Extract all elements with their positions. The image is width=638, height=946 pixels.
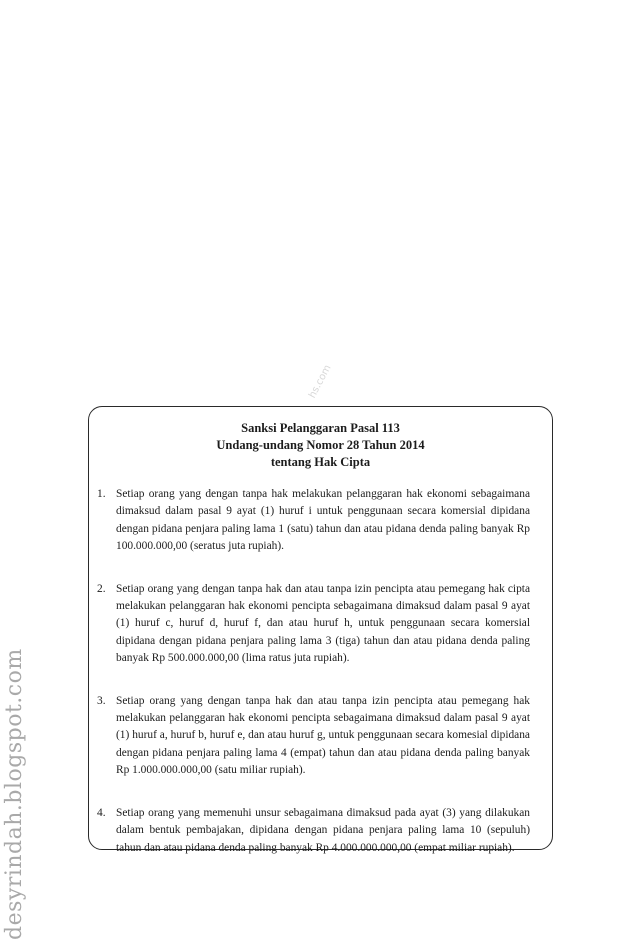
item-text: Setiap orang yang dengan tanpa hak melakukan pelanggaran hak ekonomi sebagaimana dimaksud dalam pasal 9 ayat (1) huruf i untuk penggunaan secara komersial dipidana dengan pidana penjara paling lama 1 (satu) tahun dan atau pidana denda paling banyak Rp 100.000.000,00 (seratus juta rupiah).	[116, 488, 530, 553]
list-item	[97, 581, 530, 668]
sanctions-heading	[88, 420, 553, 471]
list-item	[97, 486, 530, 556]
item-number: 3.	[97, 694, 106, 707]
side-watermark: desyrindah.blogspot.com	[2, 648, 27, 940]
item-number: 4.	[97, 806, 106, 819]
list-item	[97, 805, 530, 857]
heading-line-2: Undang-undang Nomor 28 Tahun 2014	[216, 438, 425, 452]
item-text: Setiap orang yang memenuhi unsur sebagaimana dimaksud pada ayat (3) yang dilakukan dalam bentuk pembajakan, dipidana dengan pidana penjara paling lama 10 (sepuluh) tahun dan atau pidana denda paling banyak Rp 4.000.000.000,00 (empat miliar rupiah).	[116, 806, 530, 854]
center-watermark: hs.com	[307, 363, 334, 401]
item-number: 2.	[97, 582, 106, 595]
item-number: 1.	[97, 488, 106, 500]
sanctions-list	[97, 486, 530, 882]
list-item	[97, 693, 530, 780]
heading-line-3: tentang Hak Cipta	[270, 455, 371, 469]
item-text: Setiap orang yang dengan tanpa hak dan atau tanpa izin pencipta atau pemegang hak cipta melakukan pelanggaran hak ekonomi pencipta sebagaimana dimaksud dalam pasal 9 ayat (1) huruf c, huruf d, huruf f, dan atau huruf h, untuk penggunaan secara komersial dipidana dengan pidana penjara paling lama 3 (tiga) tahun dan atau pidana denda paling banyak Rp 500.000.000,00 (lima ratus juta rupiah).	[116, 582, 530, 665]
item-text: Setiap orang yang dengan tanpa hak dan atau tanpa izin pencipta atau pemegang hak melakukan pelanggaran hak ekonomi pencipta sebagaimana dimaksud dalam pasal 9 ayat (1) huruf a, huruf b, huruf e, dan atau huruf g, untuk penggunaan secara komesial dipidana dengan pidana penjara paling lama 4 (empat) tahun dan atau pidana denda paling banyak Rp 1.000.000.000,00 (satu miliar rupiah).	[116, 694, 530, 777]
heading-line-1: Sanksi Pelanggaran Pasal 113	[241, 421, 400, 435]
